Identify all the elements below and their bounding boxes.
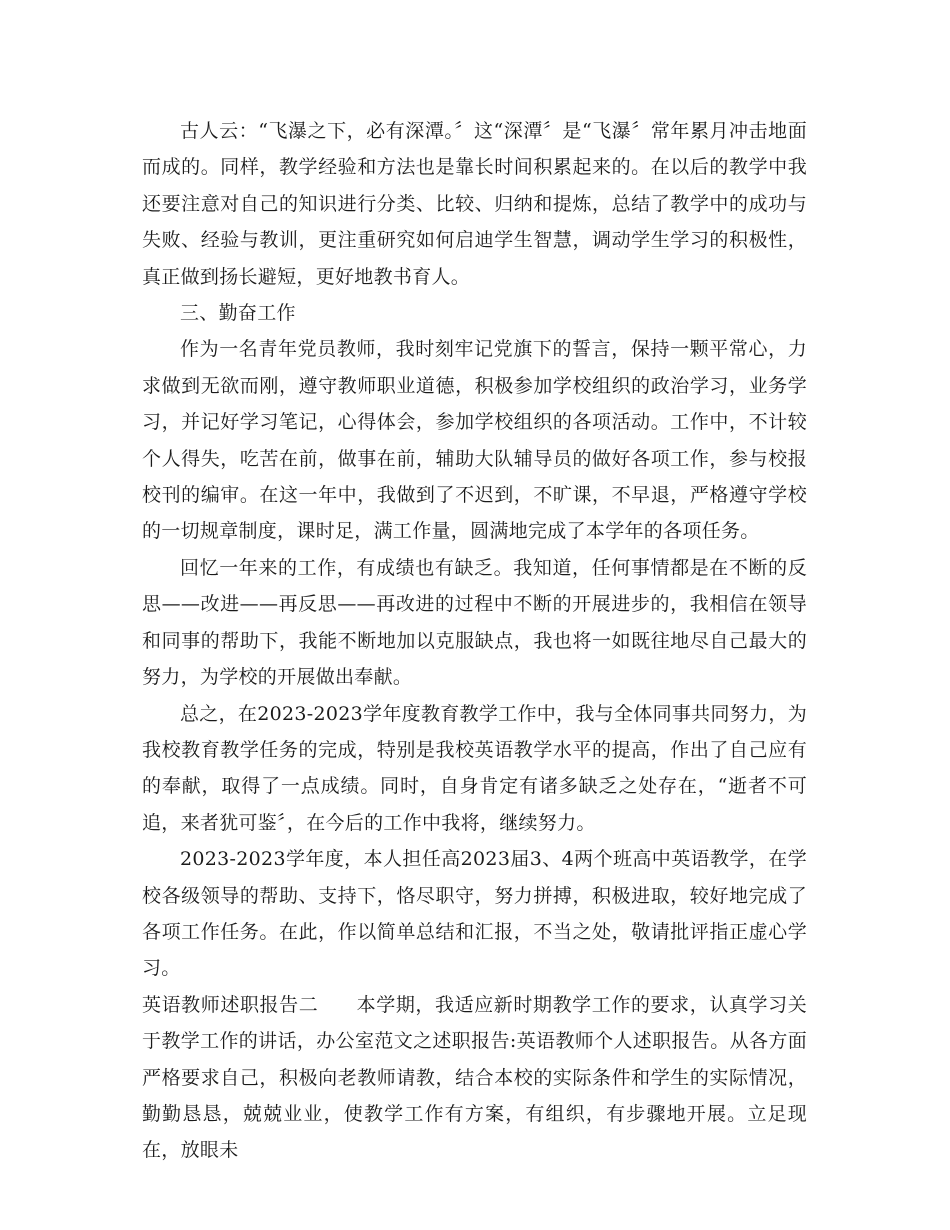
paragraph-party-member-teacher: 作为一名青年党员教师，我时刻牢记党旗下的誓言，保持一颗平常心，力求做到无欲而刚，遵守教师职业道德，积极参加学校组织的政治学习，业务学习，并记好学习笔记，心得体会，参加学校组织的各项活动。工作中，不计较个人得失，吃苦在前，做事在前，辅助大队辅导员的做好各项工作，参与校报校刊的编审。在这一年中，我做到了不迟到，不旷课，不早退，严格遵守学校的一切规章制度，课时足，满工作量，圆满地完成了本学年的各项任务。 xyxy=(142,338,807,543)
paragraph-flying-waterfall: 古人云：“飞瀑之下，必有深潭。〞这“深潭〞是“飞瀑〞常年累月冲击地面而成的。同样，教学经验和方法也是靠长时间积累起来的。在以后的教学中我还要注意对自己的知识进行分类、比较、归纳和提炼，总结了教学中的成功与失败、经验与教训，更注重研究如何启迪学生智慧，调动学生学习的积极性，真正做到扬长避短，更好地教书育人。 xyxy=(142,120,807,288)
paragraph-summary: 总之，在2023-2023学年度教育教学工作中，我与全体同事共同努力，为我校教育教学任务的完成，特别是我校英语教学水平的提高，作出了自己应有的奉献，取得了一点成绩。同时，自身肯定有诸多缺乏之处存在，“逝者不可追，来者犹可鉴〞，在今后的工作中我将，继续努力。 xyxy=(142,702,807,834)
report-two-title: 英语教师述职报告二 xyxy=(142,993,319,1016)
paragraph-teaching-assignment: 2023-2023学年度，本人担任高2023届3、4两个班高中英语教学，在学校各级领导的帮助、支持下，恪尽职守，努力拼搏，积极进取，较好地完成了各项工作任务。在此，作以简单总结和汇报，不当之处，敬请批评指正虚心学习。 xyxy=(142,848,807,980)
report-two-text: 本学期，我适应新时期教学工作的要求，认真学习关于教学工作的讲话，办公室范文之述职报告:英语教师个人述职报告。从各方面严格要求自己，积极向老教师请教，结合本校的实际条件和学生的实际情况，勤勤恳恳，兢兢业业，使教学工作有方案，有组织，有步骤地开展。立足现在，放眼未 xyxy=(142,993,807,1162)
paragraph-year-review: 回忆一年来的工作，有成绩也有缺乏。我知道，任何事情都是在不断的反思——改进——再反思——再改进的过程中不断的开展进步的，我相信在领导和同事的帮助下，我能不断地加以克服缺点，我也将一如既往地尽自己最大的努力，为学校的开展做出奉献。 xyxy=(142,556,807,689)
section-heading-diligent-work: 三、勤奋工作 xyxy=(180,302,296,325)
paragraph-report-two xyxy=(142,987,807,1169)
document-body xyxy=(142,113,807,1169)
